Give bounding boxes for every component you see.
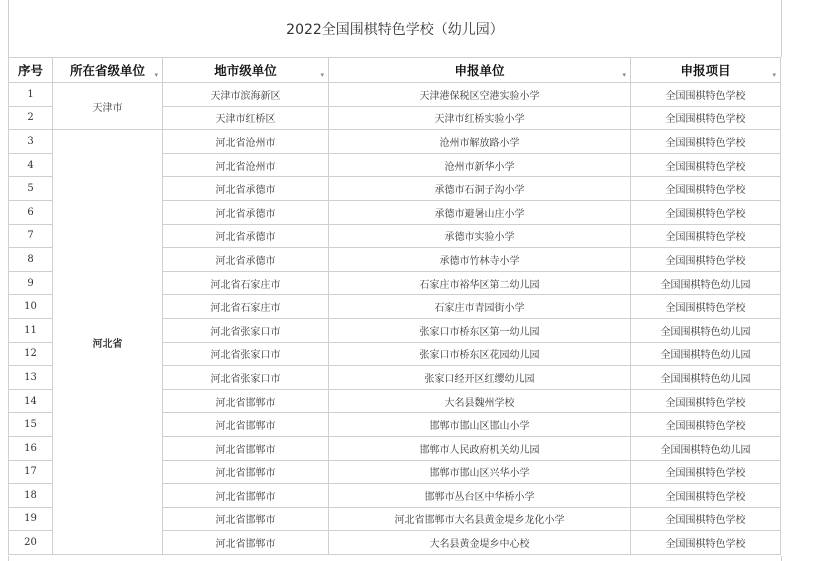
cell-unit[interactable]: 张家口经开区红缨幼儿园: [329, 366, 631, 390]
cell-unit[interactable]: 沧州市解放路小学: [329, 130, 631, 154]
cell-city[interactable]: 河北省沧州市: [163, 153, 329, 177]
cell-unit[interactable]: 邯郸市丛台区中华桥小学: [329, 484, 631, 508]
cell-city[interactable]: 河北省张家口市: [163, 342, 329, 366]
cell-project[interactable]: 全国围棋特色学校: [631, 389, 781, 413]
cell-project[interactable]: 全国围棋特色学校: [631, 106, 781, 130]
header-unit[interactable]: [329, 58, 631, 83]
cell-unit[interactable]: 天津市红桥实验小学: [329, 106, 631, 130]
cell-seq[interactable]: 10: [9, 295, 53, 319]
cell-seq[interactable]: 12: [9, 342, 53, 366]
cell-project[interactable]: 全国围棋特色学校: [631, 153, 781, 177]
cell-project[interactable]: 全国围棋特色幼儿园: [631, 342, 781, 366]
header-province-label: 所在省级单位: [69, 63, 145, 78]
cell-seq[interactable]: 14: [9, 389, 53, 413]
cell-unit[interactable]: 天津港保税区空港实验小学: [329, 83, 631, 107]
cell-project[interactable]: 全国围棋特色学校: [631, 130, 781, 154]
cell-city[interactable]: 河北省石家庄市: [163, 295, 329, 319]
cell-city[interactable]: 天津市滨海新区: [163, 83, 329, 107]
cell-unit[interactable]: 承德市石洞子沟小学: [329, 177, 631, 201]
cell-project[interactable]: 全国围棋特色学校: [631, 248, 781, 272]
cell-unit[interactable]: 河北省邯郸市大名县黄金堤乡龙化小学: [329, 507, 631, 531]
cell-city[interactable]: 河北省邯郸市: [163, 484, 329, 508]
cell-unit[interactable]: 承德市竹林寺小学: [329, 248, 631, 272]
cell-city[interactable]: 河北省邯郸市: [163, 507, 329, 531]
cell-seq[interactable]: 13: [9, 366, 53, 390]
filter-dropdown-icon[interactable]: ▾: [772, 71, 776, 79]
header-unit-label: 申报单位: [454, 63, 505, 78]
cell-unit[interactable]: 张家口市桥东区花园幼儿园: [329, 342, 631, 366]
cell-unit[interactable]: 沧州市新华小学: [329, 153, 631, 177]
table-row: [9, 130, 781, 154]
cell-seq[interactable]: 3: [9, 130, 53, 154]
cell-unit[interactable]: 张家口市桥东区第一幼儿园: [329, 318, 631, 342]
cell-seq[interactable]: 5: [9, 177, 53, 201]
header-row: [9, 58, 781, 83]
cell-city[interactable]: 河北省承德市: [163, 200, 329, 224]
cell-seq[interactable]: 4: [9, 153, 53, 177]
cell-seq[interactable]: 11: [9, 318, 53, 342]
cell-unit[interactable]: 邯郸市邯山区邯山小学: [329, 413, 631, 437]
filter-dropdown-icon[interactable]: ▾: [320, 71, 324, 79]
header-city[interactable]: [163, 58, 329, 83]
cell-project[interactable]: 全国围棋特色学校: [631, 83, 781, 107]
cell-unit[interactable]: 大名县魏州学校: [329, 389, 631, 413]
cell-city[interactable]: 河北省邯郸市: [163, 436, 329, 460]
cell-seq[interactable]: 15: [9, 413, 53, 437]
cell-city[interactable]: 河北省邯郸市: [163, 531, 329, 555]
cell-seq[interactable]: 7: [9, 224, 53, 248]
cell-project[interactable]: 全国围棋特色学校: [631, 224, 781, 248]
cell-unit[interactable]: 大名县黄金堤乡中心校: [329, 531, 631, 555]
cell-project[interactable]: 全国围棋特色学校: [631, 177, 781, 201]
header-project[interactable]: [631, 58, 781, 83]
filter-dropdown-icon[interactable]: ▾: [622, 71, 626, 79]
cell-project[interactable]: 全国围棋特色学校: [631, 200, 781, 224]
cell-city[interactable]: 河北省承德市: [163, 224, 329, 248]
filter-dropdown-icon[interactable]: ▾: [154, 71, 158, 79]
header-seq-label: 序号: [17, 63, 43, 78]
cell-project[interactable]: 全国围棋特色学校: [631, 484, 781, 508]
cell-project[interactable]: 全国围棋特色学校: [631, 460, 781, 484]
cell-city[interactable]: 河北省石家庄市: [163, 271, 329, 295]
cell-unit[interactable]: 石家庄市裕华区第二幼儿园: [329, 271, 631, 295]
cell-seq[interactable]: 8: [9, 248, 53, 272]
cell-city[interactable]: 河北省张家口市: [163, 318, 329, 342]
cell-province[interactable]: 河北省: [53, 130, 163, 555]
cell-project[interactable]: 全国围棋特色学校: [631, 295, 781, 319]
header-seq[interactable]: [9, 58, 53, 83]
cell-seq[interactable]: 16: [9, 436, 53, 460]
cell-project[interactable]: 全国围棋特色学校: [631, 531, 781, 555]
cell-seq[interactable]: 18: [9, 484, 53, 508]
cell-city[interactable]: 河北省邯郸市: [163, 389, 329, 413]
cell-seq[interactable]: 2: [9, 106, 53, 130]
cell-seq[interactable]: 6: [9, 200, 53, 224]
cell-unit[interactable]: 邯郸市人民政府机关幼儿园: [329, 436, 631, 460]
cell-project[interactable]: 全国围棋特色学校: [631, 507, 781, 531]
cell-project[interactable]: 全国围棋特色幼儿园: [631, 366, 781, 390]
cell-city[interactable]: 河北省承德市: [163, 248, 329, 272]
cell-unit[interactable]: 邯郸市邯山区兴华小学: [329, 460, 631, 484]
header-city-label: 地市级单位: [214, 63, 277, 78]
cell-seq[interactable]: 9: [9, 271, 53, 295]
cell-seq[interactable]: 1: [9, 83, 53, 107]
table-continuation: [8, 556, 782, 561]
sheet-title: 2022全国围棋特色学校（幼儿园）: [8, 0, 782, 57]
school-table: [8, 57, 781, 555]
cell-seq[interactable]: 17: [9, 460, 53, 484]
cell-unit[interactable]: 承德市避暑山庄小学: [329, 200, 631, 224]
cell-province[interactable]: 天津市: [53, 83, 163, 130]
cell-project[interactable]: 全国围棋特色幼儿园: [631, 318, 781, 342]
header-project-label: 申报项目: [680, 63, 731, 78]
cell-seq[interactable]: 20: [9, 531, 53, 555]
cell-city[interactable]: 河北省沧州市: [163, 130, 329, 154]
cell-city[interactable]: 天津市红桥区: [163, 106, 329, 130]
cell-unit[interactable]: 石家庄市青园街小学: [329, 295, 631, 319]
cell-seq[interactable]: 19: [9, 507, 53, 531]
cell-city[interactable]: 河北省承德市: [163, 177, 329, 201]
cell-project[interactable]: 全国围棋特色学校: [631, 413, 781, 437]
table-row: [9, 83, 781, 107]
cell-unit[interactable]: 承德市实验小学: [329, 224, 631, 248]
cell-city[interactable]: 河北省邯郸市: [163, 413, 329, 437]
cell-city[interactable]: 河北省邯郸市: [163, 460, 329, 484]
cell-project[interactable]: 全国围棋特色幼儿园: [631, 271, 781, 295]
cell-city[interactable]: 河北省张家口市: [163, 366, 329, 390]
cell-project[interactable]: 全国围棋特色幼儿园: [631, 436, 781, 460]
header-province[interactable]: [53, 58, 163, 83]
